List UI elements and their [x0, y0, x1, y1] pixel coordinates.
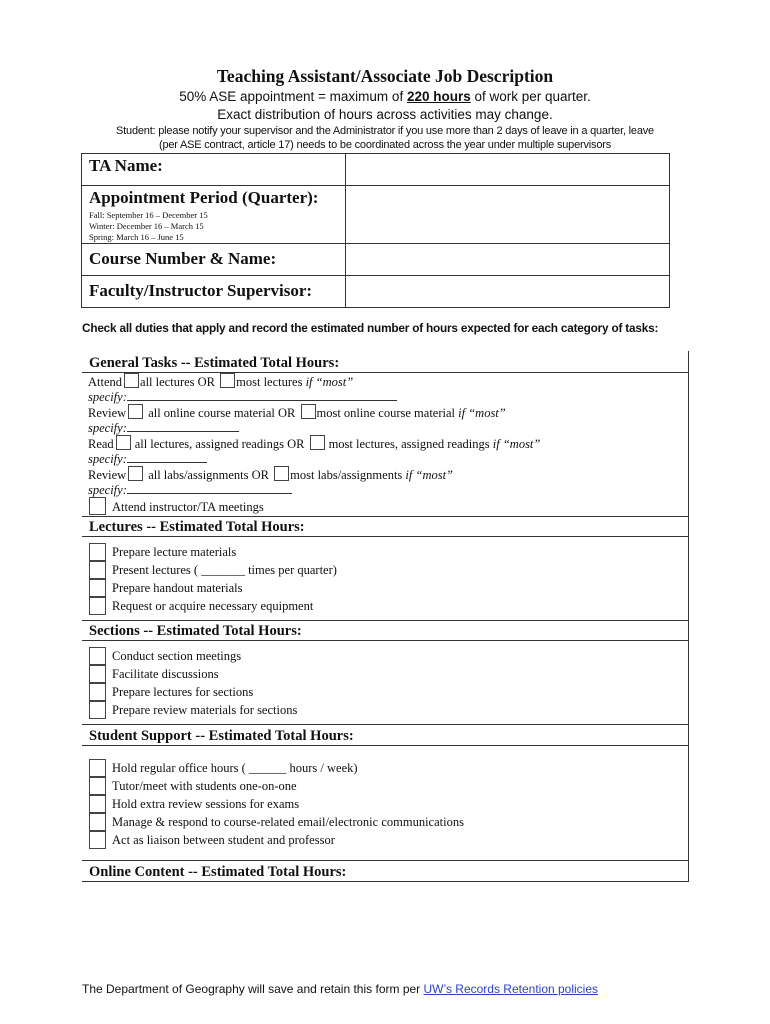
review-most-label: most online course material — [316, 406, 459, 420]
review-most-checkbox[interactable] — [301, 404, 316, 419]
attend-most-label: most lectures — [236, 375, 306, 389]
lectures-item-label: Present lectures ( _______ times per quarter) — [112, 563, 337, 577]
read-label: Read — [88, 437, 114, 451]
general-heading: General Tasks -- Estimated Total Hours: — [89, 355, 340, 371]
lectures-top-divider — [82, 516, 688, 517]
review-all-checkbox[interactable] — [128, 404, 143, 419]
support-item-label: Hold regular office hours ( ______ hours / week) — [112, 761, 358, 775]
labs-label: Review — [88, 468, 127, 482]
ta-name-label: TA Name: — [82, 154, 346, 186]
support-item-label: Tutor/meet with students one-on-one — [112, 779, 297, 793]
read-all-checkbox[interactable] — [116, 435, 131, 450]
review-label: Review — [88, 406, 127, 420]
hours-limit-line — [0, 89, 770, 104]
support-top-divider — [82, 724, 688, 725]
labs-most-checkbox[interactable] — [274, 466, 289, 481]
sections-item-checkbox[interactable] — [89, 683, 106, 701]
meetings-label: Attend instructor/TA meetings — [112, 500, 264, 514]
footer-text: The Department of Geography will save and retain this form per — [82, 982, 424, 996]
duties-instructions: Check all duties that apply and record the estimated number of hours expected for each category of tasks: — [82, 321, 659, 335]
review-specify-line — [88, 420, 239, 436]
attend-most-checkbox[interactable] — [220, 373, 235, 388]
attend-specify-line — [88, 389, 397, 405]
quarter-fall: Fall: September 16 – December 15 — [89, 210, 208, 220]
sections-divider — [82, 640, 688, 641]
support-item-checkbox[interactable] — [89, 831, 106, 849]
attend-specify-label: specify: — [88, 390, 127, 404]
support-heading: Student Support -- Estimated Total Hours: — [89, 728, 354, 744]
retention-policy-link[interactable]: UW’s Records Retention policies — [423, 982, 599, 996]
review-specify-field[interactable] — [127, 420, 239, 432]
sections-item-checkbox[interactable] — [89, 701, 106, 719]
hours-limit-value: 220 hours — [406, 89, 471, 104]
attend-label: Attend — [88, 375, 123, 389]
leave-note-line1: Student: please notify your supervisor and the Administrator if you use more than 2 days of leave in a quarter, leave — [116, 125, 654, 137]
read-line — [88, 435, 540, 452]
attend-all-label: all lectures OR — [140, 375, 216, 389]
support-item-label: Hold extra review sessions for exams — [112, 797, 300, 811]
review-if-most: if “most” — [458, 406, 506, 420]
support-item-label: Act as liaison between student and professor — [112, 833, 335, 847]
sections-item-checkbox[interactable] — [89, 665, 106, 683]
read-if-most: if “most” — [492, 437, 541, 451]
quarter-winter: Winter: December 16 – March 15 — [89, 221, 204, 231]
support-item-checkbox[interactable] — [89, 813, 106, 831]
support-divider — [82, 745, 688, 746]
labs-line — [88, 466, 453, 483]
quarter-spring: Spring: March 16 – June 15 — [89, 232, 184, 242]
lectures-item-label: Prepare handout materials — [112, 581, 243, 595]
lectures-item-checkbox[interactable] — [89, 561, 106, 579]
labs-specify-line — [88, 482, 292, 498]
labs-specify-label: specify: — [88, 483, 127, 497]
supervisor-field[interactable] — [346, 276, 670, 308]
lectures-item-checkbox[interactable] — [89, 579, 106, 597]
sections-item-label: Prepare lectures for sections — [112, 685, 254, 699]
labs-most-label: most labs/assignments — [290, 468, 406, 482]
leave-note — [80, 124, 690, 152]
meetings-checkbox[interactable] — [89, 497, 106, 515]
appointment-label: Appointment Period (Quarter): — [89, 188, 319, 207]
retention-footer — [82, 982, 598, 996]
sections-top-divider — [82, 620, 688, 621]
review-all-label: all online course material OR — [148, 406, 296, 420]
hours-limit-post: of work per quarter. — [470, 89, 591, 104]
support-item-label: Manage & respond to course-related email/electronic communications — [112, 815, 464, 829]
info-table — [81, 153, 670, 308]
course-label: Course Number & Name: — [82, 244, 346, 276]
sections-item-checkbox[interactable] — [89, 647, 106, 665]
labs-specify-field[interactable] — [127, 482, 292, 494]
labs-if-most: if “most” — [405, 468, 454, 482]
course-field[interactable] — [346, 244, 670, 276]
attend-all-checkbox[interactable] — [124, 373, 139, 388]
labs-all-checkbox[interactable] — [128, 466, 143, 481]
sections-item-label: Facilitate discussions — [112, 667, 219, 681]
duties-table — [82, 351, 689, 882]
review-line — [88, 404, 506, 421]
hours-limit-pre: 50% ASE appointment = maximum of — [179, 89, 407, 104]
leave-note-line2: (per ASE contract, article 17) needs to be coordinated across the year under multiple supervisors — [158, 139, 611, 151]
lectures-item-checkbox[interactable] — [89, 597, 106, 615]
appointment-field[interactable] — [346, 186, 670, 244]
lectures-heading: Lectures -- Estimated Total Hours: — [89, 519, 305, 535]
lectures-item-checkbox[interactable] — [89, 543, 106, 561]
attend-if-most: if “most” — [305, 375, 354, 389]
read-specify-field[interactable] — [127, 451, 207, 463]
sections-heading: Sections -- Estimated Total Hours: — [89, 623, 302, 639]
sections-item-label: Conduct section meetings — [112, 649, 242, 663]
online-heading: Online Content -- Estimated Total Hours: — [89, 864, 347, 880]
form-title: Teaching Assistant/Associate Job Description — [216, 66, 554, 86]
labs-all-label: all labs/assignments OR — [148, 468, 270, 482]
ta-name-field[interactable] — [346, 154, 670, 186]
read-specify-label: specify: — [88, 452, 127, 466]
supervisor-label: Faculty/Instructor Supervisor: — [82, 276, 346, 308]
review-specify-label: specify: — [88, 421, 127, 435]
lectures-item-label: Prepare lecture materials — [112, 545, 237, 559]
read-most-checkbox[interactable] — [310, 435, 325, 450]
online-top-divider — [82, 860, 688, 861]
read-specify-line — [88, 451, 207, 467]
read-most-label: most lectures, assigned readings — [328, 437, 493, 451]
lectures-divider — [82, 536, 688, 537]
sections-item-label: Prepare review materials for sections — [112, 703, 298, 717]
support-item-checkbox[interactable] — [89, 759, 106, 777]
attend-specify-field[interactable] — [127, 389, 397, 401]
support-item-checkbox[interactable] — [89, 795, 106, 813]
read-all-label: all lectures, assigned readings OR — [134, 437, 305, 451]
support-item-checkbox[interactable] — [89, 777, 106, 795]
distribution-note: Exact distribution of hours across activities may change. — [217, 107, 553, 122]
appointment-label-cell — [82, 186, 346, 244]
attend-line — [88, 373, 353, 390]
lectures-item-label: Request or acquire necessary equipment — [112, 599, 314, 613]
